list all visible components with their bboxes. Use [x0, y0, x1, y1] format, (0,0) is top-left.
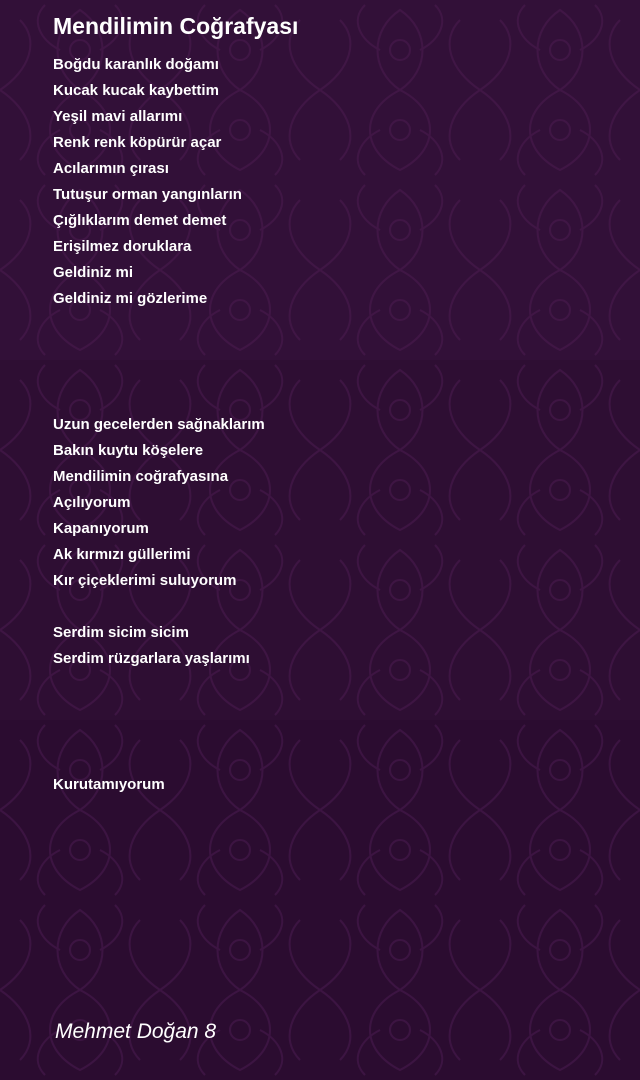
poem-line: Kapanıyorum — [53, 520, 149, 537]
poem-line: Kucak kucak kaybettim — [53, 82, 219, 99]
poem-line: Serdim sicim sicim — [53, 624, 189, 641]
poem-line: Uzun gecelerden sağnaklarım — [53, 416, 265, 433]
poem-line: Geldiniz mi — [53, 264, 134, 281]
poem-line: Boğdu karanlık doğamı — [53, 56, 219, 73]
poem-line: Kurutamıyorum — [53, 776, 165, 793]
poem-line: Açılıyorum — [53, 494, 131, 511]
poem-line: Kır çiçeklerimi suluyorum — [53, 572, 237, 589]
poem-line: Mendilimin coğrafyasına — [53, 468, 229, 485]
poem-line: Ak kırmızı güllerimi — [53, 546, 191, 563]
poem-line: Çığlıklarım demet demet — [53, 212, 227, 229]
poem-line: Acılarımın çırası — [53, 160, 169, 177]
poem-line: Yeşil mavi allarımı — [53, 108, 183, 125]
poem-author: Mehmet Doğan 8 — [55, 1020, 217, 1043]
poem-title: Mendilimin Coğrafyası — [53, 13, 299, 39]
poem-line: Tutuşur orman yangınların — [53, 186, 242, 203]
poem-line: Geldiniz mi gözlerime — [53, 290, 208, 307]
poem-line: Erişilmez doruklara — [53, 238, 192, 255]
poem-line: Serdim rüzgarlara yaşlarımı — [53, 650, 250, 667]
poem-line: Renk renk köpürür açar — [53, 134, 222, 151]
poem-line: Bakın kuytu köşelere — [53, 442, 204, 459]
